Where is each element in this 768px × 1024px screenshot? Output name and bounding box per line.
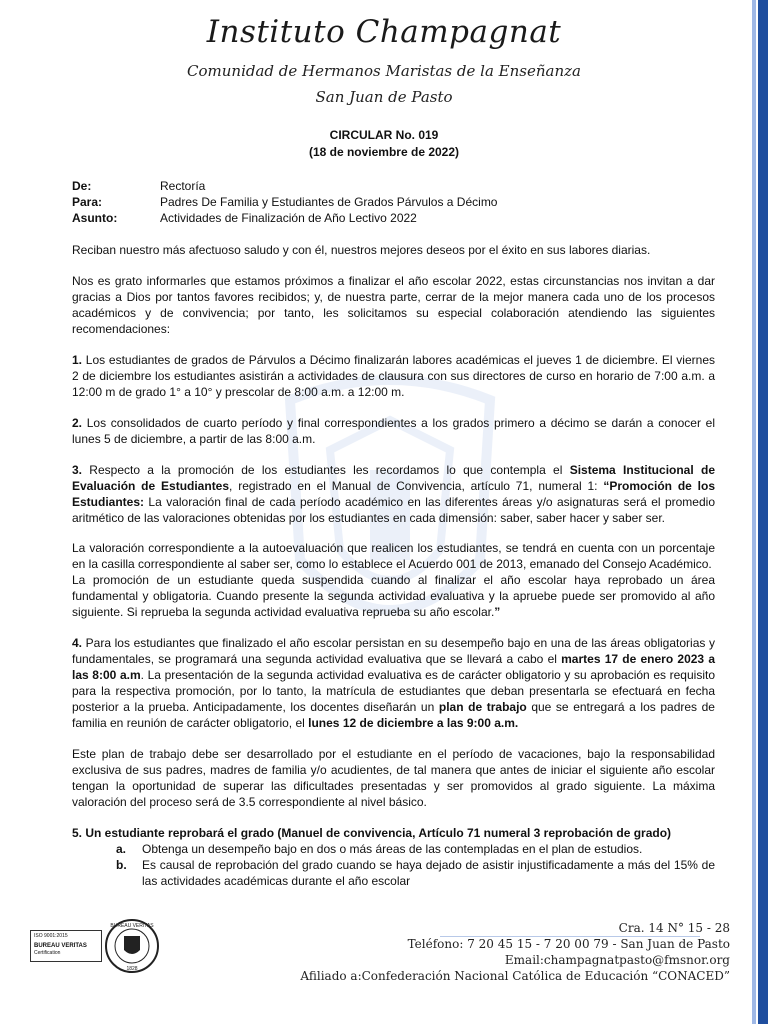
meta-row-to — [72, 194, 497, 210]
plan-paragraph: Este plan de trabajo debe ser desarrollado por el estudiante en el período de vacaciones, bajo la responsabilidad exclusiva de sus padres, madres de familia y/o acudientes, de tal manera que antes de iniciar el siguiente año escolar tengan la oportunidad de superar las dificultades presentadas y ser promovidos al grado siguiente. La máxima valoración del proceso será de 3.5 correspondiente al nivel básico. — [72, 747, 715, 809]
item-text: La valoración final de cada período académico en las diferentes áreas y/o asignaturas será el promedio aritmético de las valoraciones obtenidas por los estudiantes en cada dimensión: saber, saber hacer y saber ser. — [72, 495, 715, 525]
item-number: 2. — [72, 416, 83, 430]
meta-value: Padres De Familia y Estudiantes de Grados Párvulos a Décimo — [160, 195, 498, 209]
item-emphasis: Sistema Institucional de Evaluación de Estudiantes — [72, 463, 715, 493]
iso-certification-box — [30, 930, 102, 962]
item-text: La promoción de un estudiante queda suspendida cuando al finalizar el año escolar haya reprobado un área fundamental y obligatoria. Cuando presente la segunda actividad evaluativa y la apruebe puede ser promovido al año siguiente. Si reprueba la segunda actividad evaluativa reprueba su año escolar. — [72, 573, 715, 619]
cert-label: Certification — [34, 950, 61, 956]
item-text: Los estudiantes de grados de Párvulos a Décimo finalizarán labores académicas el jueves 1 de diciembre. El viernes 2 de diciembre los estudiantes asistirán a actividades de clausura con sus directores de curso en horario de 7:00 a.m. a 12:00 m de grado 1° a 10° y prescolar de 8:00 a.m. a 12:00 m. — [72, 353, 715, 399]
footer-contact — [300, 920, 730, 984]
item-3-paragraph — [72, 462, 715, 526]
item-text: , registrado en el Manual de Convivencia, artículo 71, numeral 1: — [229, 479, 604, 493]
institution-subtitle: Comunidad de Hermanos Maristas de la Enseñanza — [187, 62, 581, 80]
item-number: 3. — [72, 463, 83, 477]
item-emphasis: plan de trabajo — [438, 700, 527, 714]
meta-row-from — [72, 178, 497, 194]
cert-name: BUREAU VERITAS — [34, 943, 87, 949]
item-text: . La presentación de la segunda actividad evaluativa es de carácter obligatorio y su aprobación es requisito para la respectiva promoción, por lo tanto, la matrícula de estudiantes que deban presentarla se efectuará en fecha posterior a la prueba. Anticipadamente, los docentes diseñarán un — [72, 668, 715, 714]
item-text: Para los estudiantes que finalizado el año escolar persistan en su desempeño bajo en una de las áreas obligatorias y fundamentales, se programará una segunda actividad evaluativa que se llevará a cabo el — [72, 636, 715, 666]
item-1-paragraph — [72, 352, 715, 400]
circular-meta — [72, 178, 497, 226]
footer-email: Email:champagnatpasto@fmsnor.org — [504, 953, 730, 967]
institution-title: Instituto Champagnat — [206, 14, 562, 50]
item-number: 4. — [72, 636, 83, 650]
item-text: Los consolidados de cuarto período y final correspondientes a los grados primero a décimo se darán a conocer el lunes 5 de diciembre, a partir de las 8:00 a.m. — [72, 416, 715, 446]
cert-iso: ISO 9001:2015 — [34, 933, 68, 939]
item-number: 1. — [72, 353, 83, 367]
criterion-text: Es causal de reprobación del grado cuando se haya dejado de asistir injustificadamente a más del 15% de las actividades académicas durante el año escolar — [142, 858, 715, 888]
bureau-veritas-seal-icon — [104, 918, 160, 974]
meta-value: Actividades de Finalización de Año Lectivo 2022 — [160, 211, 417, 225]
item-emphasis: martes 17 de enero 2023 a las 8:00 a.m — [72, 652, 715, 682]
meta-value: Rectoría — [160, 179, 206, 193]
institution-city: San Juan de Pasto — [315, 88, 453, 106]
item-5-heading — [72, 825, 715, 841]
auto-eval-paragraph: La valoración correspondiente a la autoevaluación que realicen los estudiantes, se tendrá en cuenta con un porcentaje en la casilla correspondiente al saber ser, como lo establece el Acuerdo 001 de 2013, emanado del Consejo Académico. — [72, 541, 715, 571]
meta-key: De: — [72, 179, 92, 193]
greeting-paragraph: Reciban nuestro más afectuoso saludo y con él, nuestros mejores deseos por el éxito en sus labores diarias. — [72, 243, 651, 257]
footer-affiliation: Afiliado a:Confederación Nacional Católica de Educación “CONACED” — [300, 969, 730, 983]
criterion-letter: b. — [116, 858, 127, 872]
footer-address: Cra. 14 N° 15 - 28 — [618, 921, 730, 935]
seal-year: 1828 — [126, 966, 138, 972]
promotion-paragraph — [72, 572, 715, 620]
item-emphasis: “Promoción de los Estudiantes: — [72, 479, 716, 509]
meta-row-subject — [72, 210, 497, 226]
item-4-paragraph — [72, 635, 715, 731]
circular-body — [72, 242, 715, 889]
item-2-paragraph — [72, 415, 715, 447]
footer-phone: Teléfono: 7 20 45 15 - 7 20 00 79 - San Juan de Pasto — [407, 937, 730, 951]
seal-text: BUREAU VERITAS — [110, 923, 154, 929]
meta-key: Asunto: — [72, 211, 118, 225]
item-text: que se entregará a los padres de familia en reunión de carácter obligatorio, el — [72, 700, 715, 730]
criterion-b — [116, 857, 715, 889]
item-5-heading-text: 5. Un estudiante reprobará el grado (Manuel de convivencia, Artículo 71 numeral 3 reprobación de grado) — [72, 826, 672, 840]
circular-number: CIRCULAR No. 019 — [329, 128, 439, 142]
circular-date: (18 de noviembre de 2022) — [308, 145, 460, 159]
meta-key: Para: — [72, 195, 103, 209]
item-emphasis: lunes 12 de diciembre a las 9:00 a.m. — [308, 716, 519, 730]
closing-quote: ” — [494, 605, 501, 619]
intro-paragraph: Nos es grato informarles que estamos próximos a finalizar el año escolar 2022, estas circunstancias nos invitan a dar gracias a Dios por tantos favores recibidos; y, de nuestra parte, cerrar de la mejor manera cada uno de los procesos académicos y de convivencia; por tanto, les solicitamos su especial colaboración atendiendo las siguientes recomendaciones: — [72, 274, 715, 336]
item-text: Respecto a la promoción de los estudiantes les recordamos lo que contempla el — [82, 463, 570, 477]
criterion-text: Obtenga un desempeño bajo en dos o más áreas de las contempladas en el plan de estudios. — [142, 842, 643, 856]
criterion-a — [116, 841, 715, 857]
criterion-letter: a. — [116, 842, 127, 856]
